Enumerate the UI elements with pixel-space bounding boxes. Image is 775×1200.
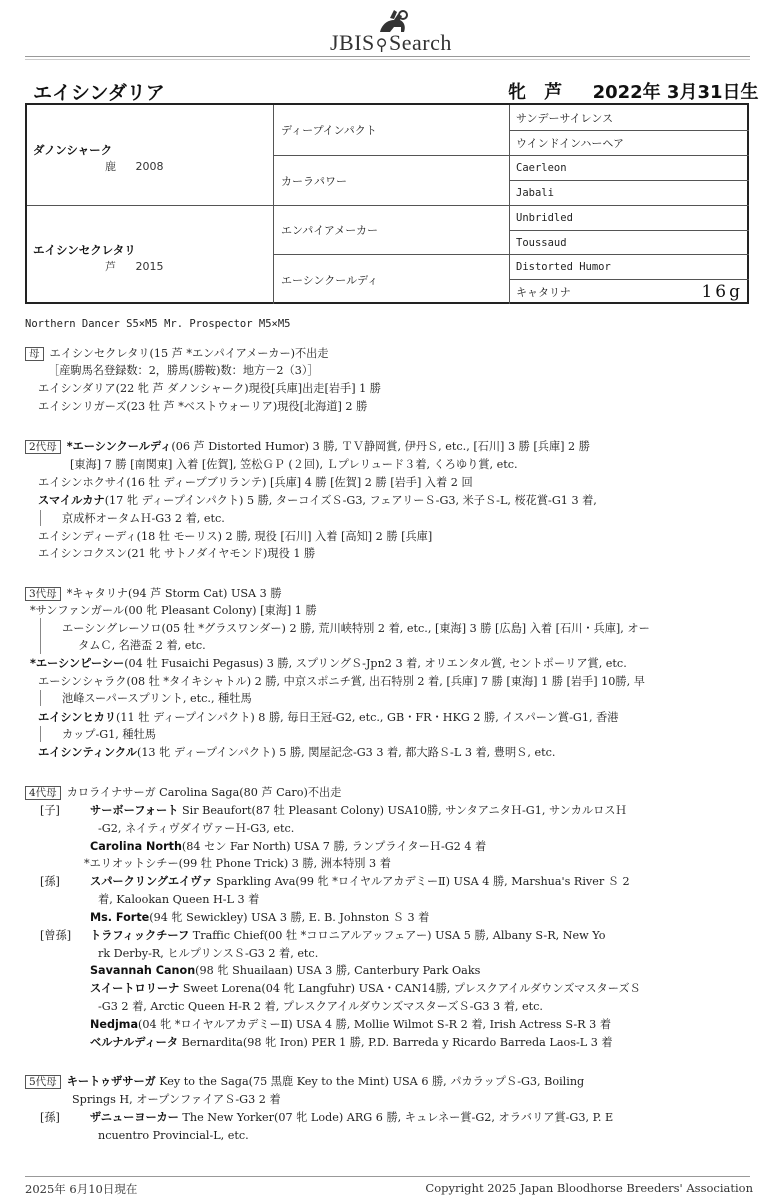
text: Sparkling Ava(99 牝 *ロイヤルアカデミーⅡ) USA 4 勝, Marshua's River Ｓ 2: [212, 875, 630, 888]
horse-link[interactable]: *エーシンクールディ: [66, 440, 172, 453]
gp-2: カーラパワー: [281, 174, 347, 188]
family-number: 16g: [701, 282, 743, 302]
dam-info: [105, 258, 164, 274]
dam-line-1: [25, 347, 329, 361]
dam4-line-11: [90, 964, 480, 978]
inbreeding-crosses: Northern Dancer S5×M5 Mr. Prospector M5×M5: [25, 318, 291, 330]
horse-link[interactable]: スマイルカナ: [38, 494, 105, 507]
dam5-line-1: [25, 1075, 584, 1089]
text: Sir Beaufort(87 牡 Pleasant Colony) USA10勝, サンタアニタＨ-G1, サンカルロスＨ: [178, 804, 627, 817]
relation-label-great-grandchild: [曾孫]: [40, 929, 72, 942]
horse-link[interactable]: トラフィックチーフ: [90, 929, 190, 942]
dam2-line-1: [25, 440, 590, 454]
dam3-line-7: 池峰スーパースプリント, etc., 種牡馬: [62, 692, 252, 705]
dam-line-4: エイシンリガーズ(23 牡 芦 *ベストウォーリア)現役[北海道] 2 勝: [38, 400, 368, 413]
text: Traffic Chief(00 牡 *コロニアルアッフェアー) USA 5 勝, Albany S-R, New Yo: [189, 929, 606, 942]
dam3-line-3: エーシングレーソロ(05 牡 *グラスワンダー) 2 勝, 荒川峡特別 2 着, etc., [東海] 3 勝 [広島] 入着 [石川・兵庫], オー: [62, 622, 650, 635]
sire-info: [105, 158, 164, 174]
indent-bar: [40, 510, 41, 526]
text: (98 牝 Shuailaan) USA 3 勝, Canterbury Park Oaks: [195, 964, 481, 977]
ggp-cell: [510, 280, 749, 304]
text: Sweet Lorena(04 牝 Langfuhr) USA・CAN14勝, プレスクアイルダウンズマスターズＳ: [179, 982, 641, 995]
dam-line-3: エイシンダリア(22 牝 芦 ダノンシャーク)現役[兵庫]出走[岩手] 1 勝: [38, 382, 381, 395]
dam4-line-13: -G3 2 着, Arctic Queen H-R 2 着, プレスクアイルダウンズマスターズＳ-G3 3 着, etc.: [98, 1000, 543, 1013]
horse-link[interactable]: Nedjma: [90, 1018, 139, 1031]
text: *キャタリナ(94 芦 Storm Cat) USA 3 勝: [66, 587, 282, 600]
section-tag-dam5: 5代母: [25, 1075, 61, 1089]
dam4-line-7: 着, Kalookan Queen H-L 3 着: [98, 893, 260, 906]
ggp-cell: [510, 255, 749, 280]
ggp-cell: [510, 181, 749, 206]
horse-link[interactable]: スイートロリーナ: [90, 982, 180, 995]
horse-link[interactable]: *エーシンピーシー: [30, 657, 125, 670]
dam5-line-3: [90, 1111, 613, 1125]
jbis-logo: [0, 6, 775, 54]
dam4-line-6: [90, 875, 630, 889]
ggp-cell: [510, 156, 749, 181]
ggp-cell: [510, 105, 749, 131]
ggp-2: ウインドインハーヘア: [516, 137, 625, 150]
title-row: [28, 78, 759, 104]
text: (04 牝 *ロイヤルアカデミーⅡ) USA 4 勝, Mollie Wilmot S-R 2 着, Irish Actress S-R 3 着: [138, 1018, 612, 1031]
sire-cell: [27, 105, 274, 206]
ggp-3: Caerleon: [516, 162, 567, 174]
text: (13 牝 ディープインパクト) 5 勝, 関屋記念-G3 3 着, 都大路Ｓ-L 3 着, 豊明Ｓ, etc.: [136, 746, 556, 759]
dam2-line-2: [東海] 7 勝 [南関東] 入着 [佐賀], 笠松ＧＰ (２回), Ｌプレリュード３着, くろゆり賞, etc.: [70, 458, 518, 471]
dam2-line-4: [38, 494, 597, 508]
dam-name: エイシンセクレタリ: [33, 243, 136, 257]
sire-color: 鹿: [105, 160, 116, 173]
dam3-line-6: エーシンシャラク(08 牡 *タイキシャトル) 2 勝, 中京スポニチ賞, 出石特別 2 着, [兵庫] 7 勝 [東海] 1 勝 [岩手] 10勝, 早: [38, 675, 645, 688]
horse-link[interactable]: Carolina North: [90, 840, 182, 853]
magnifier-icon: ⚲: [375, 37, 389, 54]
dam-cell: [27, 206, 274, 304]
horse-name: エイシンダリア: [33, 82, 165, 104]
text: (84 セン Far North) USA 7 勝, ランプライターＨ-G2 4 着: [181, 840, 487, 853]
dam3-line-9: カップ-G1, 種牡馬: [62, 728, 156, 741]
ggp-6: Toussaud: [516, 236, 567, 249]
section-tag-dam2: 2代母: [25, 440, 61, 454]
ggp-cell: [510, 206, 749, 231]
ggp-cell: [510, 231, 749, 255]
text: Key to the Saga(75 黒鹿 Key to the Mint) USA 6 勝, パカラップＳ-G3, Boiling: [155, 1075, 585, 1088]
dam4-line-5: *エリオットシチー(99 牡 Phone Trick) 3 勝, 洲本特別 3 着: [84, 857, 391, 870]
dam2-line-3: エイシンホクサイ(16 牡 ディープブリランテ) [兵庫] 4 勝 [佐賀] 2 勝 [岩手] 入着 2 回: [38, 476, 473, 489]
indent-bar: [40, 726, 41, 742]
dam3-line-5: [30, 657, 627, 671]
dam4-line-1: [25, 786, 341, 800]
sire-name: ダノンシャーク: [33, 143, 113, 157]
dam2-line-5: 京成杯オータムＨ-G3 2 着, etc.: [62, 512, 225, 525]
grandparent-cell: [274, 255, 510, 304]
dam2-line-7: エイシンコクスン(21 牝 サトノダイヤモンド)現役 1 勝: [38, 547, 316, 560]
text: (04 牡 Fusaichi Pegasus) 3 勝, スプリングＳ-Jpn2 3 着, オリエンタル賞, セントポーリア賞, etc.: [124, 657, 627, 670]
dam4-line-12: [90, 982, 641, 996]
text: (17 牝 ディープインパクト) 5 勝, ターコイズＳ-G3, フェアリーＳ-G3, 米子Ｓ-L, 桜花賞-G1 3 着,: [104, 494, 597, 507]
dam3-line-1: [25, 587, 282, 601]
gp-3: エンパイアメーカー: [281, 224, 379, 237]
logo-search: Search: [389, 30, 452, 55]
dam3-line-10: [38, 746, 555, 760]
horse-link[interactable]: Savannah Canon: [90, 964, 196, 977]
relation-label-grandchild: [孫]: [40, 875, 60, 888]
ggp-4: Jabali: [516, 187, 554, 199]
text: (94 牝 Sewickley) USA 3 勝, E. B. Johnston Ｓ 3 着: [149, 911, 430, 924]
dam5-line-2: Springs H, オープンファイアＳ-G3 2 着: [72, 1093, 281, 1106]
footer-date: 2025年 6月10日現在: [25, 1182, 138, 1196]
dam4-line-10: rk Derby-R, ヒルプリンスＳ-G3 2 着, etc.: [98, 947, 319, 960]
horse-link[interactable]: キートゥザサーガ: [66, 1075, 156, 1088]
indent-bar: [40, 690, 41, 706]
section-tag-dam4: 4代母: [25, 786, 61, 800]
grandparent-cell: [274, 156, 510, 206]
dam-year: 2015: [135, 260, 164, 273]
text: The New Yorker(07 牝 Lode) ARG 6 勝, キュレネー賞-G2, オラバリア賞-G3, P. E: [178, 1111, 614, 1124]
grandparent-cell: [274, 206, 510, 255]
indent-bar: [40, 618, 41, 654]
horse-link[interactable]: ザニューヨーカー: [90, 1111, 179, 1124]
footer-copyright: Copyright 2025 Japan Bloodhorse Breeders' Association: [425, 1181, 753, 1195]
sire-year: 2008: [135, 160, 164, 173]
horse-meta: [508, 78, 771, 104]
gp-4: エーシンクールディ: [281, 273, 379, 287]
dam4-line-4: [90, 840, 486, 854]
ggp-8: キャタリナ: [516, 286, 571, 299]
text: Bernardita(98 牝 Iron) PER 1 勝, P.D. Barreda y Ricardo Barreda Laos-L 3 着: [178, 1036, 613, 1049]
relation-label-grandchild: [孫]: [40, 1111, 60, 1124]
logo-jbis: JBIS: [330, 30, 375, 55]
header-divider: [25, 56, 750, 57]
horse-link[interactable]: ベルナルディータ: [90, 1036, 179, 1049]
text: エイシンセクレタリ(15 芦 *エンパイアメーカー)不出走: [49, 347, 329, 360]
dam-color: 芦: [105, 260, 116, 273]
dam4-line-15: [90, 1036, 613, 1050]
ggp-5: Unbridled: [516, 212, 573, 224]
pedigree-table: [25, 103, 749, 304]
ggp-1: サンデーサイレンス: [516, 111, 614, 125]
horse-link[interactable]: Ms. Forte: [90, 911, 150, 924]
dam3-line-2: *サンファンガール(00 牝 Pleasant Colony) [東海] 1 勝: [30, 604, 317, 617]
dam5-line-4: ncuentro Provincial-L, etc.: [98, 1129, 249, 1142]
header-divider-2: [25, 59, 750, 60]
horse-link[interactable]: サーボーフォート: [90, 804, 179, 817]
horse-link[interactable]: スパークリングエイヴァ: [90, 875, 213, 888]
ggp-cell: [510, 131, 749, 156]
footer-divider: [25, 1176, 750, 1177]
section-tag-dam3: 3代母: [25, 587, 61, 601]
horse-color: 芦: [544, 82, 563, 103]
dam-line-2: ［産駒馬名登録数：2，勝馬(勝鞍)数：地方－2（3）］: [48, 364, 319, 377]
dam4-line-3: -G2, ネイティヴダイヴァーＨ-G3, etc.: [98, 822, 295, 835]
horse-link[interactable]: エイシンティンクル: [38, 746, 137, 759]
horse-sex: 牝: [508, 82, 526, 103]
text: カロライナサーガ Carolina Saga(80 芦 Caro)不出走: [66, 786, 342, 799]
dam3-line-4: タムＣ, 名港盃 2 着, etc.: [78, 639, 206, 652]
text: (06 芦 Distorted Humor) 3 勝, ＴＶ静岡賞, 伊丹Ｓ, etc., [石川] 3 勝 [兵庫] 2 勝: [171, 440, 590, 453]
horse-link[interactable]: エイシンヒカリ: [38, 711, 117, 724]
dam3-line-8: [38, 711, 618, 725]
dam4-line-8: [90, 911, 429, 925]
dam4-line-9: [90, 929, 605, 943]
horse-birth: 2022年 3月31日生: [592, 82, 759, 103]
grandparent-cell: [274, 105, 510, 156]
relation-label-child: [子]: [40, 804, 60, 817]
ggp-7: Distorted Humor: [516, 261, 611, 273]
text: (11 牡 ディープインパクト) 8 勝, 毎日王冠-G2, etc., GB・FR・HKG 2 勝, イスパーン賞-G1, 香港: [116, 711, 619, 724]
dam2-line-6: エイシンディーディ(18 牡 モーリス) 2 勝, 現役 [石川] 入着 [高知] 2 勝 [兵庫]: [38, 530, 433, 543]
section-tag-dam: 母: [25, 347, 44, 361]
dam4-line-2: [90, 804, 627, 818]
dam4-line-14: [90, 1018, 611, 1032]
gp-1: ディープインパクト: [281, 124, 377, 137]
